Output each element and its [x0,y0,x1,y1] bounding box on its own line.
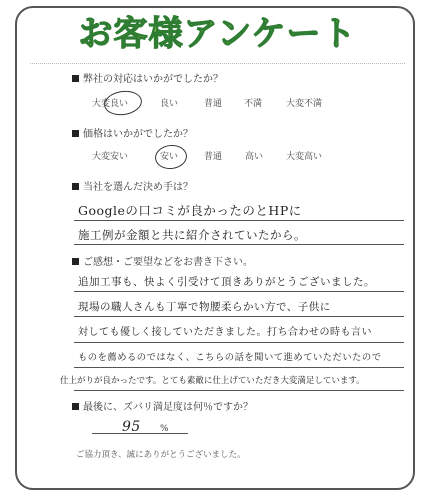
bullet-square-icon [72,75,79,82]
q2-option-normal[interactable]: 普通 [204,152,223,162]
q2-option-very-expensive[interactable]: 大変高い [286,152,323,162]
answer-rule [74,291,404,292]
q1-option-very-good[interactable]: 大変良い [92,99,129,109]
answer-rule [74,390,404,391]
question-1 [72,73,223,87]
answer-rule [74,342,404,343]
q3-answer-line: Googleの口コミが良かったのとHPに [78,203,302,218]
question-3 [72,181,193,195]
question-3-text: 当社を選んだ決め手は？ [83,182,193,193]
question-2 [72,128,193,142]
q4-answer-line: 現場の職人さんも丁寧で物腰柔らかい方で、子供に [78,301,331,313]
answer-rule [74,220,404,221]
q4-answer-line: ものを薦めるのではなく、こちらの話を聞いて進めていただいたので [78,352,382,363]
question-1-text: 弊社の対応はいかがでしたか？ [83,74,223,85]
satisfaction-rule [92,433,188,434]
q1-option-bad[interactable]: 不満 [244,99,263,109]
q4-answer-line: 追加工事も、快よく引受けて頂きありがとうございました。 [78,276,375,288]
answer-rule [74,316,404,317]
q4-answer-line: 仕上がりが良かったです。とても素敵に仕上げていただき大変満足しています。 [60,376,365,386]
satisfaction-value[interactable]: 95 [122,419,141,435]
q3-answer-line: 施工例が金額と共に紹介されていたから。 [78,228,306,242]
q4-answer-line: 対しても優しく接していただきました。打ち合わせの時も言い [78,327,372,338]
bullet-square-icon [72,403,79,410]
answer-rule [74,367,404,368]
bullet-square-icon [72,130,79,137]
satisfaction-unit: % [160,424,169,434]
question-5-text: 最後に、ズバリ満足度は何％ですか？ [83,402,253,413]
survey-title: お客様アンケート [78,14,357,54]
q2-option-very-cheap[interactable]: 大変安い [92,152,129,162]
q1-option-good[interactable]: 良い [160,99,179,109]
question-4 [72,256,253,270]
title-divider [30,63,405,64]
bullet-square-icon [72,183,79,190]
bullet-square-icon [72,258,79,265]
q2-option-cheap[interactable]: 安い [160,152,179,162]
question-2-text: 価格はいかがでしたか？ [83,129,193,140]
q1-option-normal[interactable]: 普通 [204,99,223,109]
question-4-text: ご感想・ご要望などをお書き下さい。 [83,257,253,268]
question-5 [72,401,253,415]
footer-thanks: ご協力頂き、誠にありがとうございました。 [76,450,246,460]
q2-option-expensive[interactable]: 高い [245,152,264,162]
answer-rule [74,244,404,245]
q1-option-very-bad[interactable]: 大変不満 [286,99,323,109]
